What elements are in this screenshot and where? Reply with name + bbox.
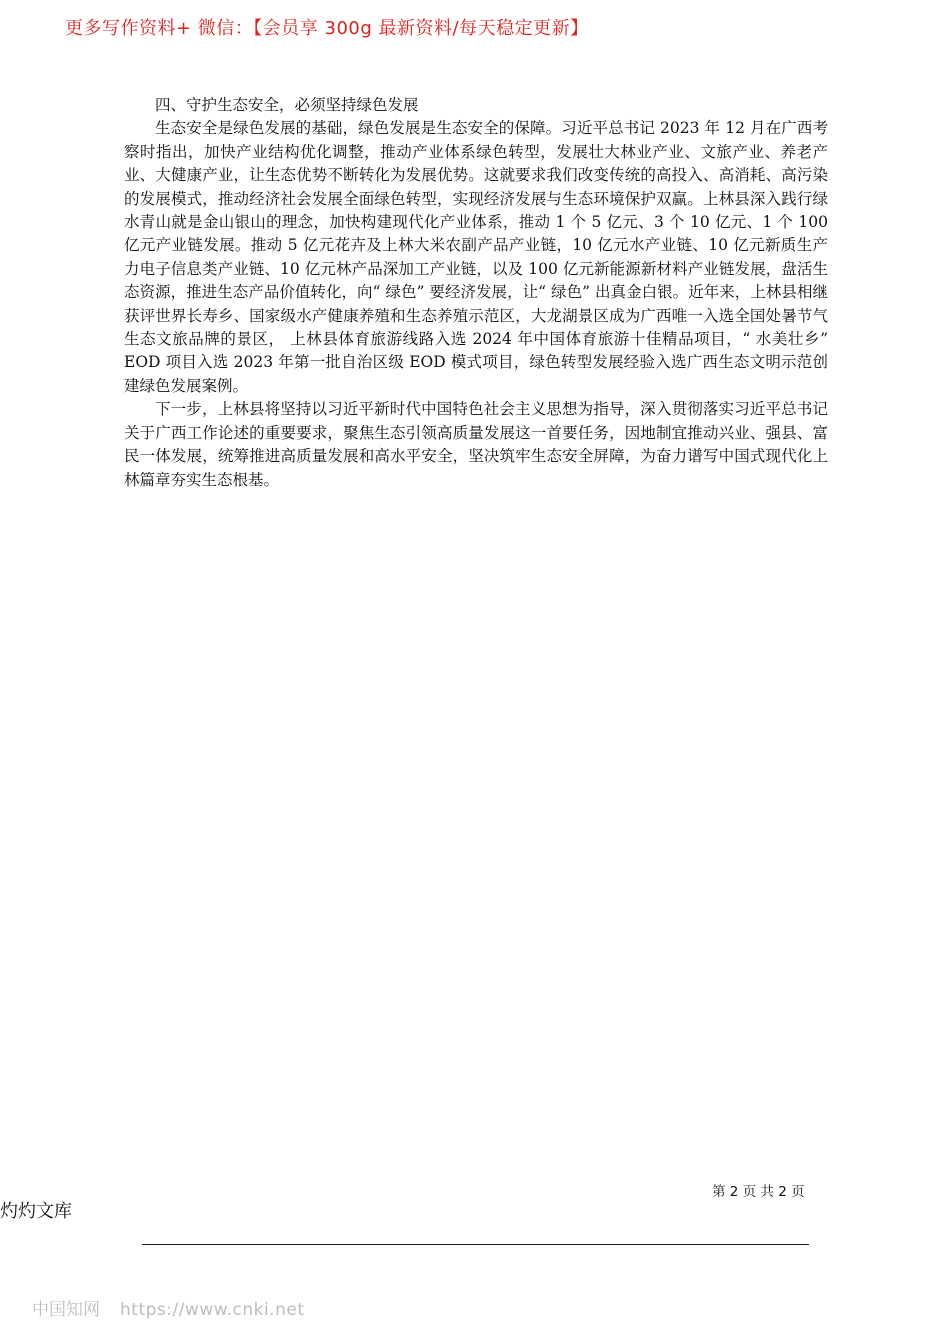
cnki-watermark [32, 1295, 304, 1320]
footer-divider [142, 1244, 809, 1245]
body-paragraph: 下一步，上林县将坚持以习近平新时代中国特色社会主义思想为指导，深入贯彻落实习近平总书记关于广西工作论述的重要要求，聚焦生态引领高质量发展这一首要任务，因地制宜推动兴业、强县、富民一体发展，统筹推进高质量发展和高水平安全，坚决筑牢生态安全屏障，为奋力谱写中国式现代化上林篇章夯实生态根基。 [124, 400, 828, 489]
promo-banner: 更多写作资料+ 微信：【会员享 300g 最新资料/每天稳定更新】 [65, 18, 589, 39]
watermark-url: https://www.cnki.net [120, 1300, 305, 1320]
body-paragraph: 生态安全是绿色发展的基础，绿色发展是生态安全的保障。习近平总书记 2023 年 12 月在广西考察时指出，加快产业结构优化调整，推动产业体系绿色转型，发展壮大林业产业、文旅产业、养老产业、大健康产业，让生态优势不断转化为发展优势。这就要求我们改变传统的高投入、高消耗、高污染的发展模式，推动经济社会发展全面绿色转型，实现经济发展与生态环境保护双赢。上林县深入践行绿水青山就是金山银山的理念，加快构建现代化产业体系，推动 1 个 5 亿元、3 个 10 亿元、1 个 100 亿元产业链发展。推动 5 亿元花卉及上林大米农副产品产业链，10 亿元水产业链、10 亿元新质生产力电子信息类产业链、10 亿元林产品深加工产业链，以及 100 亿元新能源新材料产业链发展，盘活生态资源，推进生态产品价值转化，向“ 绿色” 要经济发展，让“ 绿色” 出真金白银。近年来，上林县相继获评世界长寿乡、国家级水产健康养殖和生态养殖示范区，大龙湖景区成为广西唯一入选全国处暑节气生态文旅品牌的景区， 上林县体育旅游线路入选 2024 年中国体育旅游十佳精品项目，“ 水美壮乡” EOD 项目入选 2023 年第一批自治区级 EOD 模式项目，绿色转型发展经验入选广西生态文明示范创建绿色发展案例。 [124, 119, 828, 395]
page-number: 第 2 页 共 2 页 [712, 1184, 805, 1200]
watermark-site-name: 中国知网 [32, 1300, 100, 1320]
library-name: 灼灼文库 [0, 1201, 72, 1222]
document-body [124, 94, 828, 492]
section-heading: 四、守护生态安全，必须坚持绿色发展 [155, 96, 419, 114]
